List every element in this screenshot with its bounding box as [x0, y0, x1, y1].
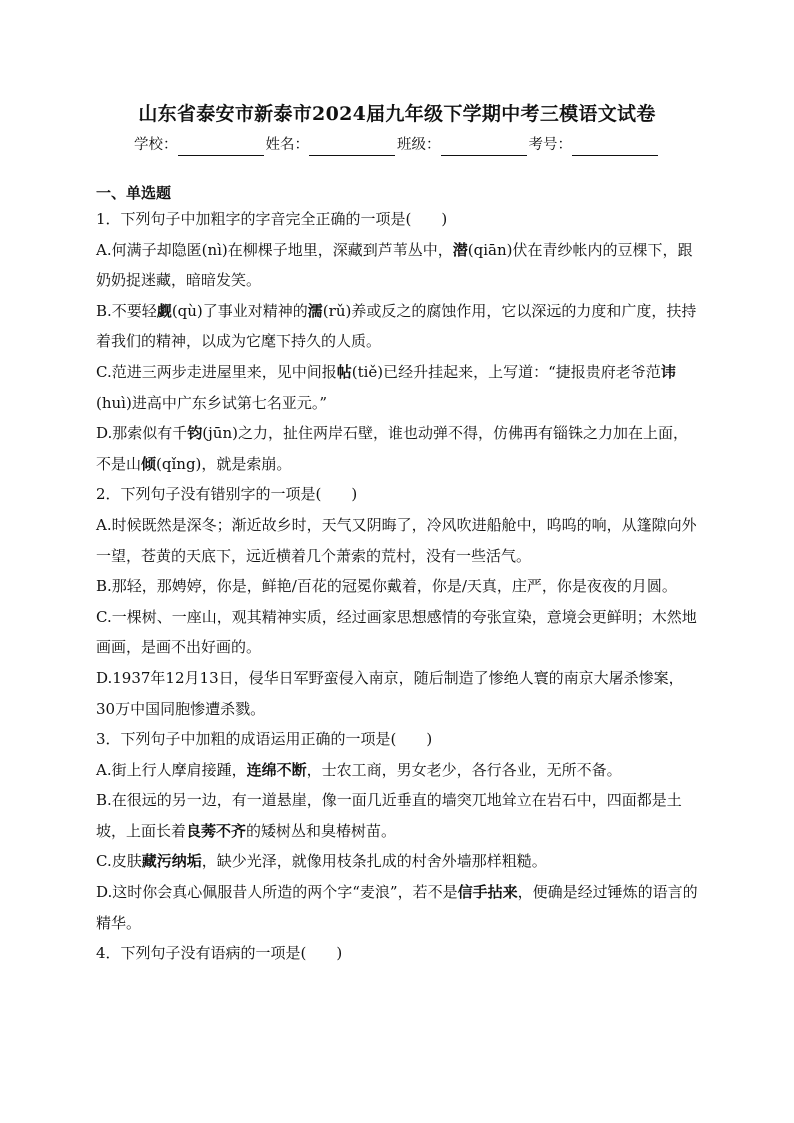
- option-text: ，便确是经过锤炼的语言的精华。: [96, 883, 698, 932]
- option-text: (qiān)伏在青纱帐内的豆棵下，跟奶奶捉迷藏，暗暗发笑。: [96, 240, 693, 290]
- emphasized-text: 连绵不断: [246, 760, 307, 779]
- emphasized-text: 濡: [307, 301, 323, 320]
- class-label: 班级：: [397, 137, 441, 153]
- answer-option: [96, 602, 698, 663]
- student-info-row: [96, 134, 698, 156]
- option-text: C.一棵树、一座山，观其精神实质，经过画家思想感情的夸张宣染，意境会更鲜明；木然地画画，是画不出好画的。: [96, 607, 697, 657]
- option-text: (tiě)已经升挂起来，上写道：“捷报贵府老爷范: [351, 362, 661, 381]
- exam-number-label: 考号：: [528, 137, 572, 153]
- school-blank: [178, 139, 264, 156]
- emphasized-text: 觑: [156, 301, 172, 320]
- option-text: (jūn)之力，扯住两岸石壁，谁也动弹不得，仿佛再有锱铢之力加在上面，不是山: [96, 424, 688, 473]
- option-text: A.街上行人摩肩接踵，: [96, 760, 247, 779]
- class-field: [397, 134, 529, 156]
- emphasized-text: 钧: [187, 424, 203, 443]
- option-text: ，士农工商，男女老少，各行各业，无所不备。: [306, 760, 622, 779]
- answer-option: [96, 846, 698, 877]
- exam-number-field: [529, 134, 661, 156]
- question-list: [96, 204, 698, 969]
- option-text: A.何满子却隐匿(nì)在柳棵子地里，深藏到芦苇丛中，: [96, 240, 453, 259]
- emphasized-text: 讳: [660, 362, 676, 381]
- name-label: 姓名：: [265, 137, 309, 153]
- option-text: B.在很远的另一边，有一道悬崖，像一面几近垂直的墙突兀地耸立在岩石中，四面都是土坡，上面长着: [96, 791, 682, 840]
- emphasized-text: 倾: [141, 454, 157, 473]
- emphasized-text: 良莠不齐: [186, 821, 247, 840]
- answer-option: [96, 571, 698, 602]
- option-text: D.这时你会真心佩服昔人所造的两个字“麦浪”，若不是: [96, 883, 458, 902]
- option-text: (qù)了事业对精神的: [171, 301, 308, 320]
- question-block: [96, 938, 698, 969]
- option-text: D.那索似有千: [96, 424, 188, 443]
- question-block: [96, 479, 698, 724]
- exam-number-blank: [572, 139, 658, 156]
- option-text: B.不要轻: [96, 301, 157, 320]
- option-text: (rǔ)养或反之的腐蚀作用，它以深远的力度和广度，扶持着我们的精神，以成为它麾下持久的人质。: [96, 301, 697, 351]
- name-blank: [309, 139, 395, 156]
- answer-option: [96, 296, 698, 357]
- emphasized-text: 潜: [452, 240, 468, 259]
- answer-option: [96, 785, 698, 846]
- emphasized-text: 帖: [336, 362, 352, 381]
- question-stem: 4．下列句子没有语病的一项是( ): [96, 944, 343, 963]
- option-text: C.范进三两步走进屋里来，见中间报: [96, 362, 337, 381]
- answer-option: [96, 755, 698, 786]
- option-text: C.皮肤: [96, 852, 142, 871]
- option-text: (huì)进高中广东乡试第七名亚元。”: [96, 393, 327, 412]
- emphasized-text: 藏污纳垢: [141, 852, 202, 871]
- option-text: 的矮树丛和臭椿树苗。: [246, 821, 397, 840]
- answer-option: [96, 357, 698, 418]
- answer-option: [96, 235, 698, 296]
- question-stem: 1．下列句子中加粗字的字音完全正确的一项是( ): [96, 210, 448, 228]
- option-text: D.1937年12月13日，侵华日军野蛮侵入南京，随后制造了惨绝人寰的南京大屠杀惨案，30万中国同胞惨遭杀戮。: [96, 668, 684, 718]
- question-stem: 2．下列句子没有错别字的一项是( ): [96, 485, 358, 504]
- section-title: 一、单选题: [96, 184, 172, 202]
- emphasized-text: 信手拈来: [457, 883, 518, 902]
- school-label: 学校：: [134, 137, 178, 153]
- question-stem: 3．下列句子中加粗的成语运用正确的一项是( ): [96, 730, 433, 749]
- answer-option: [96, 418, 698, 479]
- name-field: [266, 134, 398, 156]
- question-block: [96, 204, 698, 479]
- option-text: B.那轻，那娉婷，你是，鲜艳/百花的冠冕你戴着，你是/天真，庄严，你是夜夜的月圆。: [96, 577, 677, 596]
- page-title: 山东省泰安市新泰市2024届九年级下学期中考三模语文试卷: [138, 103, 656, 125]
- option-text: A.时候既然是深冬；渐近故乡时，天气又阴晦了，冷风吹进船舱中，呜呜的响，从篷隙向外一望，苍黄的天底下，远近横着几个萧索的荒村，没有一些活气。: [96, 515, 697, 565]
- class-blank: [441, 139, 527, 156]
- school-field: [134, 134, 266, 156]
- option-text: (qǐng)，就是索崩。: [156, 454, 292, 473]
- answer-option: [96, 510, 698, 571]
- answer-option: [96, 877, 698, 938]
- question-block: [96, 724, 698, 938]
- option-text: ，缺少光泽，就像用枝条扎成的村舍外墙那样粗糙。: [201, 852, 547, 871]
- answer-option: [96, 663, 698, 724]
